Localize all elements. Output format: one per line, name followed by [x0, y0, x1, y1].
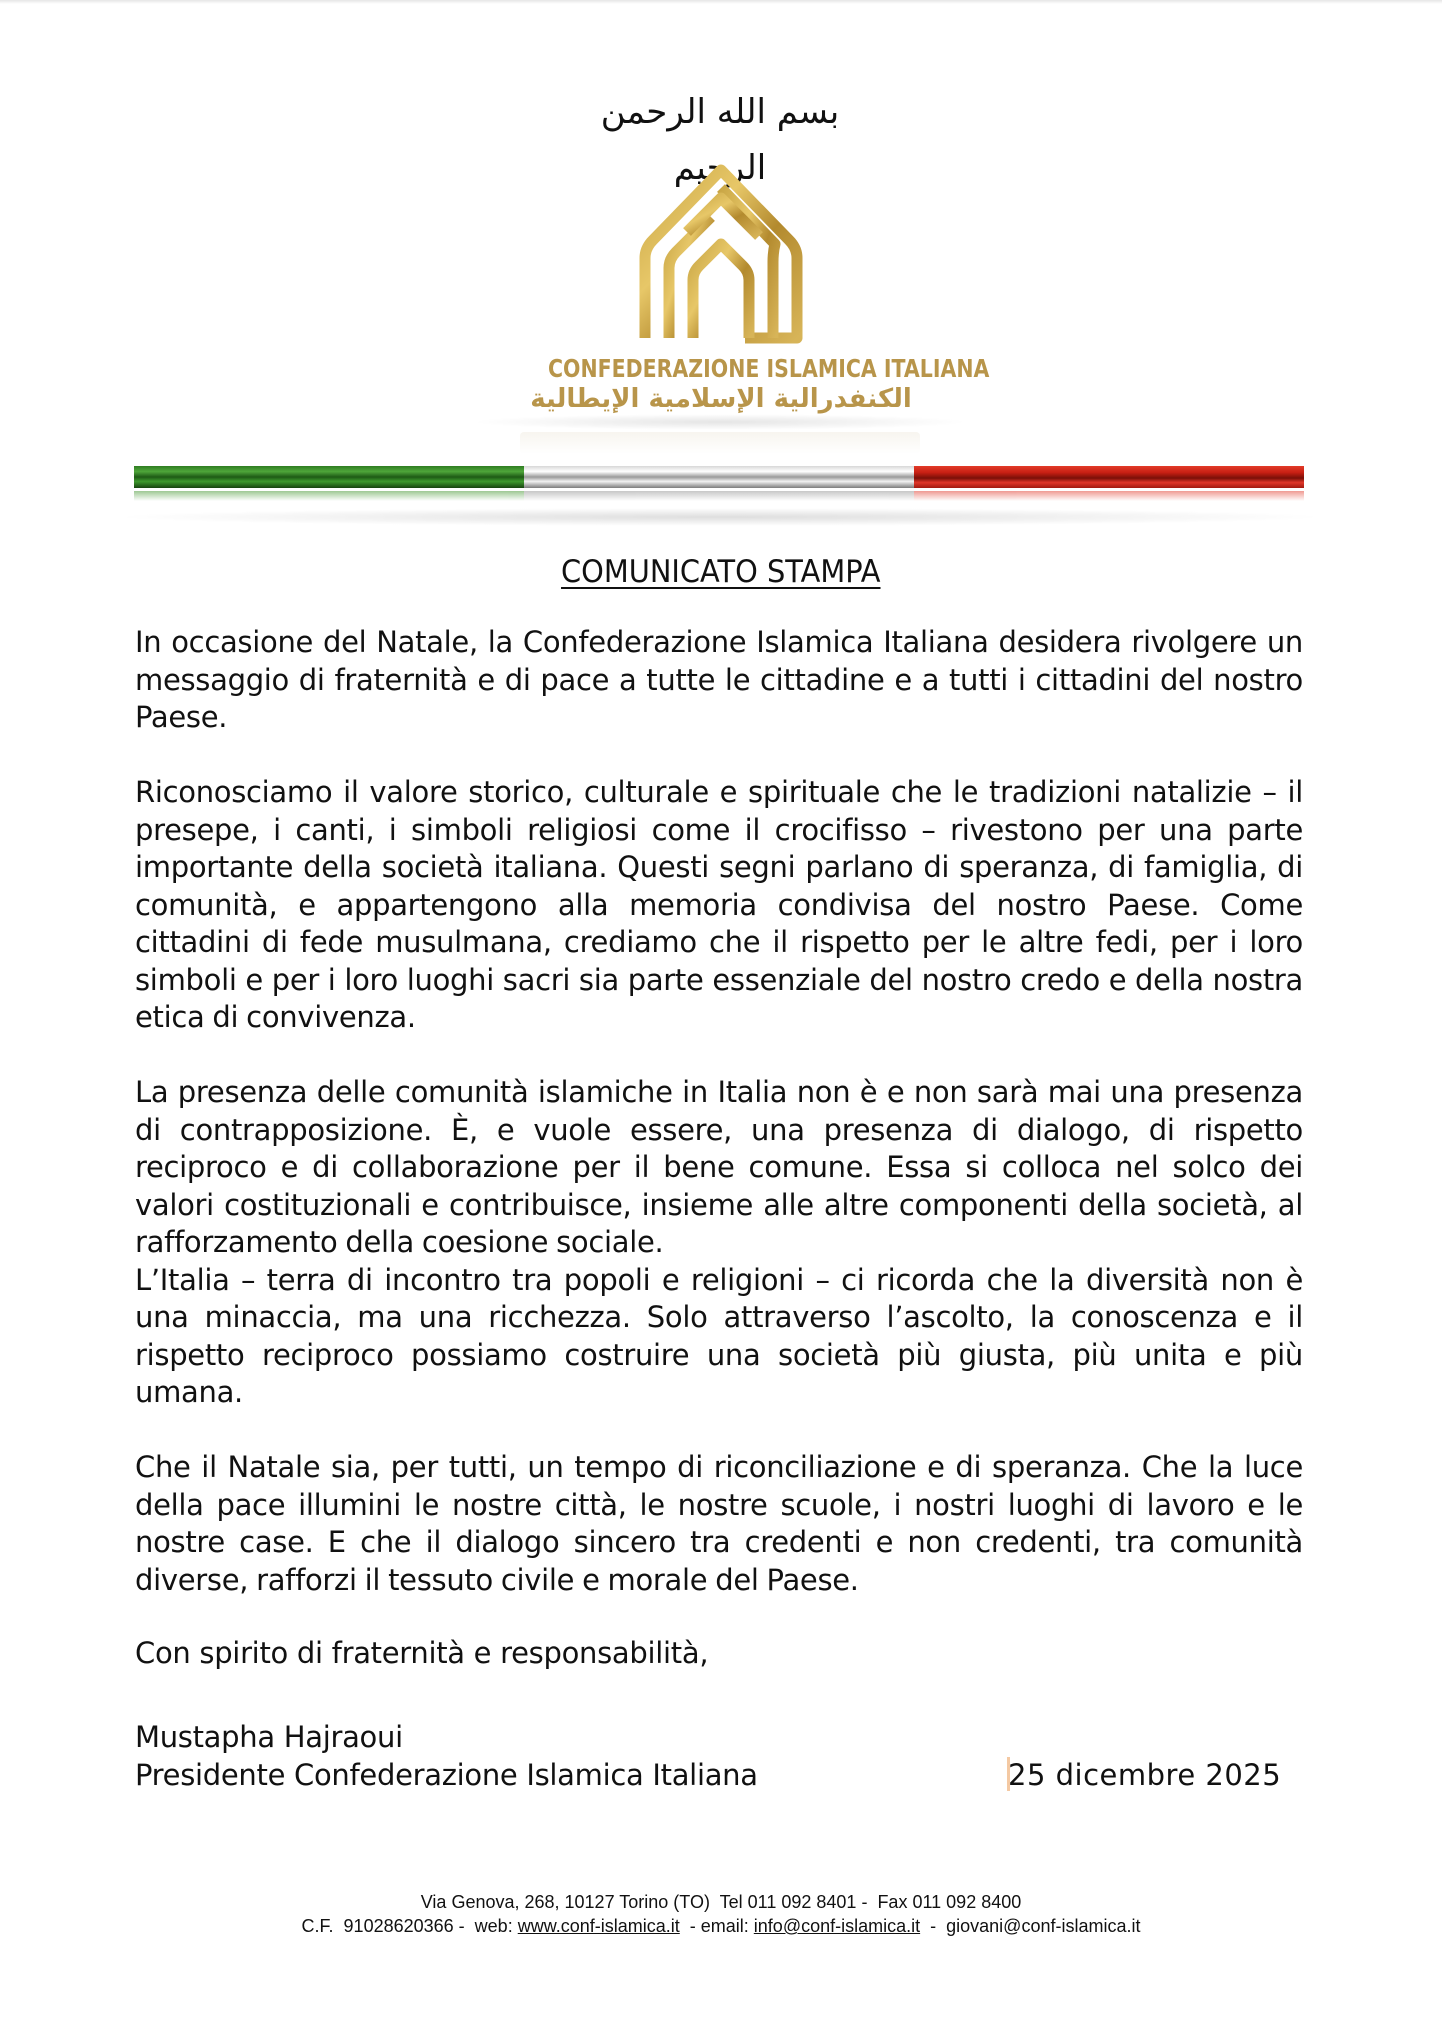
flag-green-stripe: [134, 466, 524, 488]
footer-line-address: Via Genova, 268, 10127 Torino (TO) Tel 011 092 8401 - Fax 011 092 8400: [420, 1892, 1022, 1912]
footer-tel: 011 092 8401: [747, 1892, 857, 1912]
mosque-arch-logo-icon: [625, 160, 817, 346]
flag-reflection-white: [524, 491, 914, 501]
signatory-name: Mustapha Hajraoui: [135, 1720, 403, 1754]
signature-block: [135, 1718, 758, 1794]
closing-line: Con spirito di fraternità e responsabilità,: [135, 1636, 709, 1670]
document-date: 25 dicembre 2025: [1008, 1758, 1282, 1792]
paragraph-traditions: Riconosciamo il valore storico, culturale e spirituale che le tradizioni natalizie – il presepe, i canti, i simboli religiosi come il crocifisso – rivestono per una parte importante della società italiana. Questi segni parlano di speranza, di famiglia, di comunità, e appartengono alla memoria condivisa del nostro Paese. Come cittadini di fede musulmana, crediamo che il rispetto per le altre fedi, per i loro simboli e per i loro luoghi sacri sia parte essenziale del nostro credo e della nostra etica di convivenza.: [135, 775, 1303, 1034]
footer-contacts: [0, 1890, 1442, 1938]
flag-shadow: [110, 508, 1330, 526]
basmala-calligraphy: بسم الله الرحمن الرحيم: [600, 92, 840, 188]
page-title: [0, 548, 1442, 596]
paragraph-diversity: L’Italia – terra di incontro tra popoli e religioni – ci ricorda che la diversità non è una minaccia, ma una ricchezza. Solo attraverso l’ascolto, la conoscenza e il rispetto reciproco possiamo costruire una società più giusta, più unita e più umana.: [135, 1262, 1303, 1409]
footer-cf-label: C.F.: [301, 1916, 334, 1936]
document-body: [135, 624, 1303, 1599]
paragraph-presence: La presenza delle comunità islamiche in Italia non è e non sarà mai una presenza di contrapposizione. È, e vuole essere, una presenza di dialogo, di rispetto reciproco e di collaborazione per il bene comune. Essa si colloca nel solco dei valori costituzionali e contribuisce, insieme alle altre componenti della società, al rafforzamento della coesione sociale.: [135, 1075, 1303, 1259]
italian-flag-band: [134, 466, 1304, 488]
footer-line-web: C.F. 91028620366 - web: www.conf-islamica.it - email: info@conf-islamica.it - giovani@conf-islamica.it: [301, 1916, 1141, 1936]
flag-red-stripe: [914, 466, 1304, 488]
signatory-role: Presidente Confederazione Islamica Italiana: [135, 1758, 758, 1792]
flag-white-stripe: [524, 466, 914, 488]
footer-tel-label: Tel: [719, 1892, 743, 1912]
footer-email-label: email:: [700, 1916, 749, 1936]
footer-youth-email[interactable]: giovani@conf-islamica.it: [946, 1916, 1141, 1936]
page-top-edge: [0, 0, 1442, 4]
org-name-italian: CONFEDERAZIONE ISLAMICA ITALIANA: [547, 354, 990, 383]
paragraph-intro: In occasione del Natale, la Confederazione Islamica Italiana desidera rivolgere un messaggio di fraternità e di pace a tutte le cittadine e a tutti i cittadini del nostro Paese.: [135, 625, 1303, 734]
footer-fax-label: Fax: [877, 1892, 908, 1912]
page-title-text: COMUNICATO STAMPA: [561, 554, 881, 590]
paragraph-wishes: Che il Natale sia, per tutti, un tempo di riconciliazione e di speranza. Che la luce della pace illumini le nostre città, le nostre scuole, i nostri luoghi di lavoro e le nostre case. E che il dialogo sincero tra credenti e non credenti, tra comunità diverse, rafforzi il tessuto civile e morale del Paese.: [135, 1450, 1303, 1597]
footer-web-label: web:: [474, 1916, 513, 1936]
footer-fax: 011 092 8400: [912, 1892, 1022, 1912]
logo-shadow: [470, 414, 970, 430]
footer-email-link[interactable]: info@conf-islamica.it: [753, 1916, 921, 1936]
footer-cf: 91028620366: [343, 1916, 454, 1936]
flag-reflection-green: [134, 491, 524, 501]
footer-web-link[interactable]: www.conf-islamica.it: [517, 1916, 680, 1936]
org-name-reflection: [520, 432, 920, 454]
flag-reflection-red: [914, 491, 1304, 501]
footer-address: Via Genova, 268, 10127 Torino (TO): [420, 1892, 710, 1912]
org-name-arabic: الكنفدرالية الإسلامية الإيطالية: [530, 384, 912, 414]
flag-reflection: [134, 491, 1304, 501]
